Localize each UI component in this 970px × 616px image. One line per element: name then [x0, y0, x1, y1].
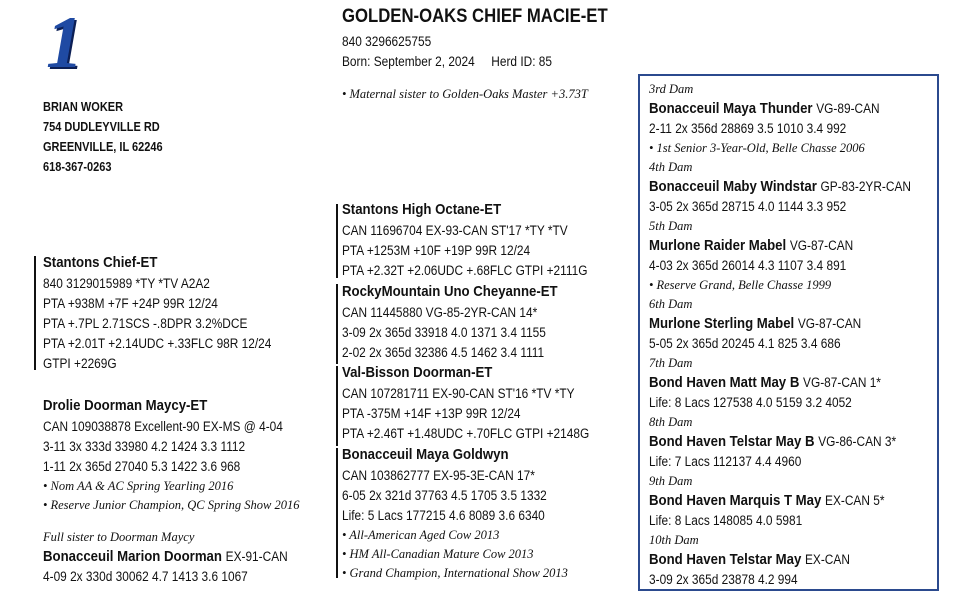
owner-name: BRIAN WOKER — [43, 100, 124, 114]
dam-entry — [649, 80, 935, 158]
sd-line-2: 3-09 2x 365d 33918 4.0 1371 3.4 1155 — [342, 325, 546, 340]
dam-note-1: • Nom AA & AC Spring Yearling 2016 — [43, 479, 234, 493]
dam-entry-note: • Reserve Grand, Belle Chasse 1999 — [649, 278, 832, 292]
full-sister-line: 4-09 2x 330d 30062 4.7 1413 3.6 1067 — [43, 569, 248, 584]
herd-id: Herd ID: 85 — [491, 54, 553, 69]
extended-dams-list — [649, 80, 935, 590]
owner-phone: 618-367-0263 — [43, 160, 112, 174]
sire-block — [43, 252, 303, 374]
dam-entry-class: VG-87-CAN — [789, 238, 854, 253]
dam-entry-name: Bond Haven Marquis T May — [649, 492, 822, 509]
sire-bracket — [34, 256, 36, 370]
dam-block — [43, 395, 316, 515]
sire-line-3: PTA +.7PL 2.71SCS -.8DPR 3.2%DCE — [43, 316, 248, 331]
dam-entry-record: Life: 7 Lacs 112137 4.4 4960 — [649, 454, 802, 469]
dam-entry-class: VG-86-CAN 3* — [818, 434, 897, 449]
dd-line-2: 6-05 2x 321d 37763 4.5 1705 3.5 1332 — [342, 488, 547, 503]
dam-entry-record: Life: 8 Lacs 148085 4.0 5981 — [649, 513, 803, 528]
ss-bracket — [336, 204, 338, 278]
dam-entry — [649, 158, 935, 217]
ss-name: Stantons High Octane-ET — [342, 201, 502, 218]
sd-bracket — [336, 284, 338, 364]
animal-name — [342, 6, 644, 28]
sd-line-1: CAN 11445880 VG-85-2YR-CAN 14* — [342, 305, 538, 320]
sd-line-3: 2-02 2x 365d 32386 4.5 1462 3.4 1111 — [342, 345, 545, 360]
dam-entry-record: 4-03 2x 365d 26014 4.3 1107 3.4 891 — [649, 258, 847, 273]
dd-note-2: • HM All-Canadian Mature Cow 2013 — [342, 547, 534, 561]
dam-entry — [649, 413, 935, 472]
dam-generation-label: 9th Dam — [649, 474, 693, 488]
dam-entry-record: 3-05 2x 365d 28715 4.0 1144 3.3 952 — [649, 199, 847, 214]
dam-generation-label: 10th Dam — [649, 533, 699, 547]
ds-bracket — [336, 366, 338, 446]
dam-dam-block — [342, 444, 575, 583]
full-sister-name: Bonacceuil Marion Doorman — [43, 548, 222, 565]
sd-name: RockyMountain Uno Cheyanne-ET — [342, 283, 558, 300]
dam-line-3: 1-11 2x 365d 27040 5.3 1422 3.6 968 — [43, 459, 241, 474]
sire-line-2: PTA +938M +7F +24P 99R 12/24 — [43, 296, 218, 311]
dd-line-1: CAN 103862777 EX-95-3E-CAN 17* — [342, 468, 535, 483]
ds-line-1: CAN 107281711 EX-90-CAN ST'16 *TV *TY — [342, 386, 575, 401]
ds-name: Val-Bisson Doorman-ET — [342, 364, 493, 381]
registration-text: 840 3296625755 — [342, 34, 432, 49]
dam-entry-name: Bond Haven Matt May B — [649, 374, 800, 391]
sire-line-5: GTPI +2269G — [43, 356, 117, 371]
dam-entry — [649, 295, 935, 354]
dam-entry-name: Bonacceuil Maby Windstar — [649, 178, 817, 195]
sire-name: Stantons Chief-ET — [43, 254, 158, 271]
born-date: Born: September 2, 2024 — [342, 54, 475, 69]
animal-name-text: GOLDEN-OAKS CHIEF MACIE-ET — [342, 6, 608, 27]
animal-note: • Maternal sister to Golden-Oaks Master +3.73T — [342, 87, 588, 101]
dam-entry-record: 2-11 2x 356d 28869 3.5 1010 3.4 992 — [649, 121, 847, 136]
dam-entry-class: EX-CAN — [805, 552, 850, 567]
dam-generation-label: 7th Dam — [649, 356, 693, 370]
dam-generation-label: 5th Dam — [649, 219, 693, 233]
dam-entry-record: 5-05 2x 365d 20245 4.1 825 3.4 686 — [649, 336, 841, 351]
dam-line-1: CAN 109038878 Excellent-90 EX-MS @ 4-04 — [43, 419, 283, 434]
dd-note-1: • All-American Aged Cow 2013 — [342, 528, 500, 542]
dam-entry-name: Bond Haven Telstar May — [649, 551, 802, 568]
ss-line-1: CAN 11696704 EX-93-CAN ST'17 *TY *TV — [342, 223, 568, 238]
full-sister-note: Full sister to Doorman Maycy — [43, 530, 195, 544]
dam-entry-note: • 1st Senior 3-Year-Old, Belle Chasse 2006 — [649, 141, 865, 155]
full-sister-block — [43, 528, 321, 587]
dd-note-3: • Grand Champion, International Show 2013 — [342, 566, 568, 580]
dam-line-2: 3-11 3x 333d 33980 4.2 1424 3.3 1112 — [43, 439, 246, 454]
dam-entry-name: Bonacceuil Maya Thunder — [649, 100, 813, 117]
sire-dam-block — [342, 281, 587, 363]
dam-generation-label: 8th Dam — [649, 415, 693, 429]
dam-entry — [649, 354, 935, 413]
dd-name: Bonacceuil Maya Goldwyn — [342, 446, 509, 463]
sire-sire-block — [342, 199, 621, 281]
dam-entry-name: Bond Haven Telstar May B — [649, 433, 815, 450]
dam-entry-class: GP-83-2YR-CAN — [820, 179, 911, 194]
owner-street: 754 DUDLEYVILLE RD — [43, 120, 160, 134]
dam-entry-record: Life: 8 Lacs 127538 4.0 5159 3.2 4052 — [649, 395, 852, 410]
dam-generation-label: 4th Dam — [649, 160, 693, 174]
sire-line-1: 840 3129015989 *TY *TV A2A2 — [43, 276, 210, 291]
sire-line-4: PTA +2.01T +2.14UDC +.33FLC 98R 12/24 — [43, 336, 272, 351]
dam-entry — [649, 531, 935, 590]
ds-line-3: PTA +2.46T +1.48UDC +.70FLC GTPI +2148G — [342, 426, 590, 441]
dam-entry-class: EX-CAN 5* — [825, 493, 885, 508]
dam-entry-record: 3-09 2x 365d 23878 4.2 994 — [649, 572, 798, 587]
owner-city: GREENVILLE, IL 62246 — [43, 140, 163, 154]
dam-entry — [649, 472, 935, 531]
dam-note-2: • Reserve Junior Champion, QC Spring Show 2016 — [43, 498, 300, 512]
animal-born-line — [342, 52, 581, 72]
dam-entry-name: Murlone Raider Mabel — [649, 237, 787, 254]
dam-generation-label: 6th Dam — [649, 297, 693, 311]
dam-entry-name: Murlone Sterling Mabel — [649, 315, 795, 332]
animal-registration — [342, 32, 443, 52]
dd-bracket — [336, 448, 338, 578]
ss-line-2: PTA +1253M +10F +19P 99R 12/24 — [342, 243, 531, 258]
full-sister-class: EX-91-CAN — [225, 549, 288, 564]
dam-entry-class: VG-89-CAN — [816, 101, 880, 116]
dam-name: Drolie Doorman Maycy-ET — [43, 397, 208, 414]
dam-sire-block — [342, 362, 623, 444]
ss-line-3: PTA +2.32T +2.06UDC +.68FLC GTPI +2111G — [342, 263, 588, 278]
lot-number: 1 — [46, 2, 81, 84]
ds-line-2: PTA -375M +14F +13P 99R 12/24 — [342, 406, 521, 421]
dam-generation-label: 3rd Dam — [649, 82, 694, 96]
owner-block — [43, 97, 179, 177]
dam-entry-class: VG-87-CAN 1* — [803, 375, 881, 390]
dam-entry-class: VG-87-CAN — [797, 316, 862, 331]
dd-line-3: Life: 5 Lacs 177215 4.6 8089 3.6 6340 — [342, 508, 545, 523]
dam-entry — [649, 217, 935, 295]
